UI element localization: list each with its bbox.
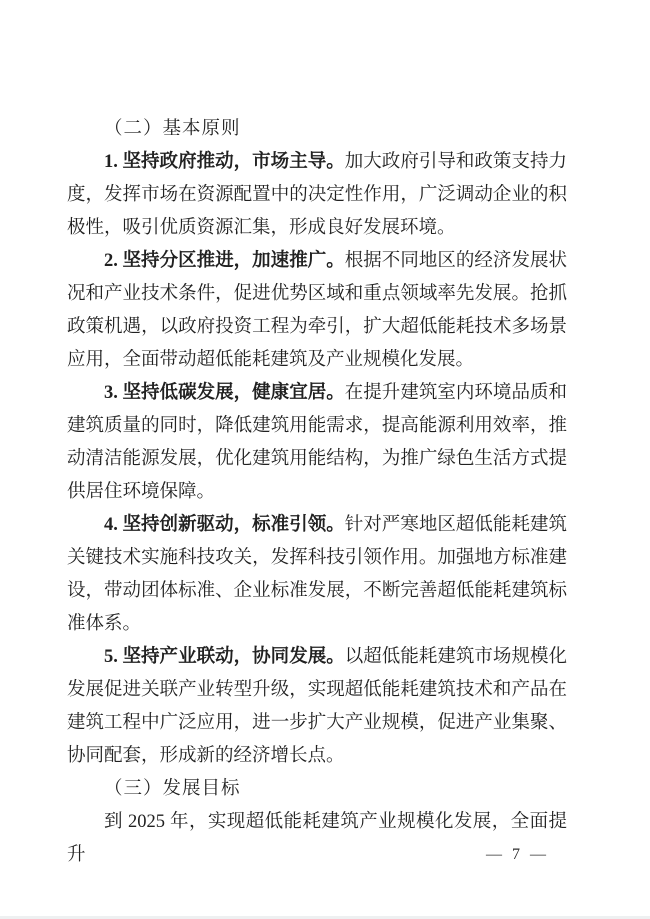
principle-3-lead: 3. 坚持低碳发展，健康宜居。 <box>104 383 345 403</box>
principle-4-lead: 4. 坚持创新驱动，标准引领。 <box>104 515 345 535</box>
principle-item-5 <box>67 641 567 773</box>
principle-4-text: 针对严寒地区超低能耗建筑关键技术实施科技攻关，发挥科技引领作用。加强地方标准建设，带动团体标准、企业标准发展，不断完善超低能耗建筑标准体系。 <box>67 515 567 634</box>
section-heading-development-goals: （三）发展目标 <box>104 779 241 799</box>
principle-item-1 <box>67 146 567 245</box>
principle-item-4 <box>67 509 567 641</box>
principle-3-text: 在提升建筑室内环境品质和建筑质量的同时，降低建筑用能需求，提高能源利用效率，推动清洁能源发展，优化建筑用能结构，为推广绿色生活方式提供居住环境保障。 <box>67 383 567 502</box>
development-goals-text: 到 2025 年，实现超低能耗建筑产业规模化发展，全面提升 <box>67 812 567 865</box>
document-body <box>67 113 567 872</box>
principle-5-lead: 5. 坚持产业联动，协同发展。 <box>104 647 345 667</box>
principle-1-lead: 1. 坚持政府推动，市场主导。 <box>104 152 345 172</box>
page-number: — 7 — <box>486 846 549 863</box>
principle-2-lead: 2. 坚持分区推进，加速推广。 <box>104 251 345 271</box>
principle-item-2 <box>67 245 567 377</box>
principle-5-text: 以超低能耗建筑市场规模化发展促进关联产业转型升级，实现超低能耗建筑技术和产品在建筑工程中广泛应用，进一步扩大产业规模，促进产业集聚、协同配套，形成新的经济增长点。 <box>67 647 567 766</box>
principle-1-text: 加大政府引导和政策支持力度，发挥市场在资源配置中的决定性作用，广泛调动企业的积极性，吸引优质资源汇集，形成良好发展环境。 <box>67 152 567 238</box>
principle-item-3 <box>67 377 567 509</box>
principle-2-text: 根据不同地区的经济发展状况和产业技术条件，促进优势区域和重点领域率先发展。抢抓政策机遇，以政府投资工程为牵引，扩大超低能耗技术多场景应用，全面带动超低能耗建筑及产业规模化发展。 <box>67 251 567 370</box>
section-heading-basic-principles: （二）基本原则 <box>104 119 241 139</box>
